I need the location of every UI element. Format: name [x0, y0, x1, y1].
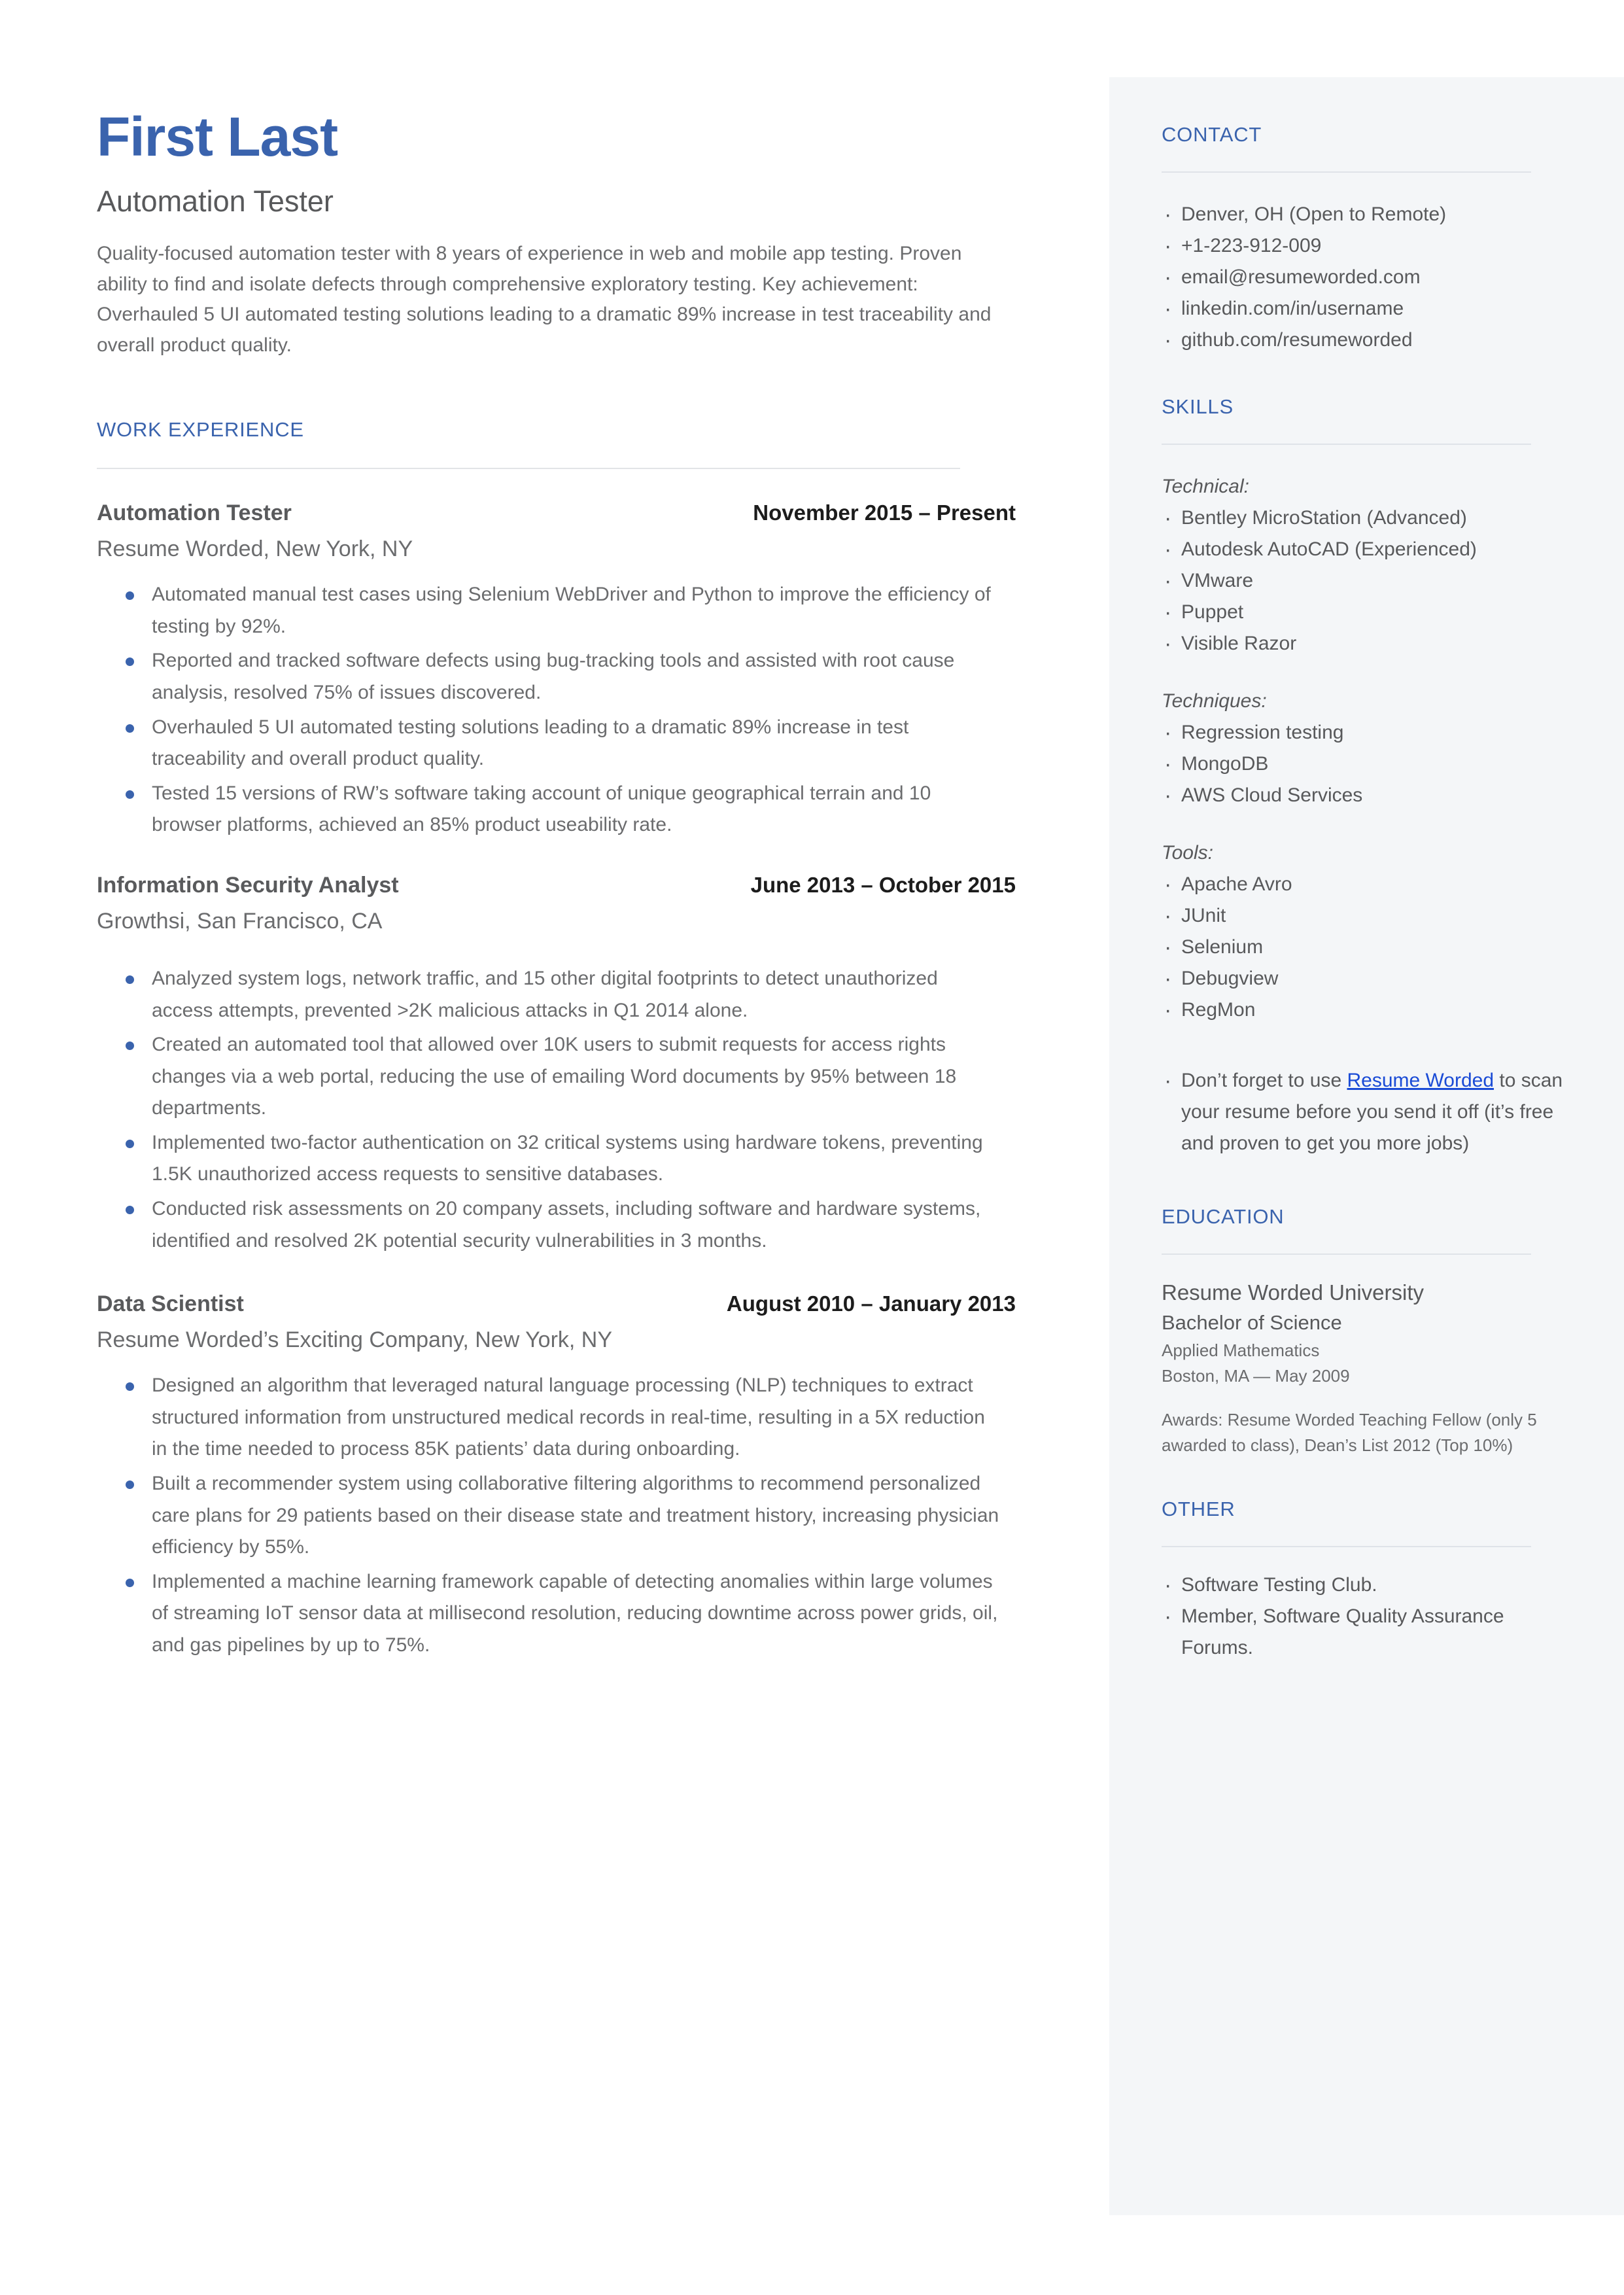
job-bullet: Created an automated tool that allowed over 10K users to submit requests for access rights changes via a web portal, reducing the use of emailing Word documents by 95% between 18 departments. [97, 1029, 1002, 1125]
education-school: Resume Worded University [1162, 1280, 1425, 1305]
skill-item: · Autodesk AutoCAD (Experienced) [1162, 534, 1565, 565]
contact-linkedin[interactable]: · linkedin.com/in/username [1162, 293, 1565, 324]
job-bullet: Overhauled 5 UI automated testing solutions leading to a dramatic 89% increase in test traceability and overall product quality. [97, 712, 1002, 775]
job-bullet: Tested 15 versions of RW’s software taking account of unique geographical terrain and 10 browser platforms, achieved an 85% product useability rate. [97, 778, 1002, 841]
sidebar [1109, 77, 1624, 2215]
skills-group-label: Techniques: [1162, 690, 1267, 712]
job-dates: June 2013 – October 2015 [750, 872, 1016, 897]
job-company: Resume Worded, New York, NY [97, 536, 413, 561]
job-header-row [97, 872, 1016, 899]
job-dates: August 2010 – January 2013 [726, 1291, 1016, 1316]
job-header-row [97, 500, 1016, 527]
sidebar-section-education [1162, 1205, 1565, 1458]
skill-item: · Debugview [1162, 963, 1565, 994]
education-field: Applied Mathematics [1162, 1340, 1320, 1360]
candidate-name: First Last [97, 106, 338, 167]
job-bullet: Reported and tracked software defects using bug-tracking tools and assisted with root cause analysis, resolved 75% of issues discovered. [97, 645, 1002, 709]
job-bullet-list [97, 579, 1039, 841]
education-location-date: Boston, MA — May 2009 [1162, 1365, 1350, 1386]
resume-worded-link[interactable]: Resume Worded [1347, 1070, 1494, 1091]
skill-item: · Puppet [1162, 597, 1565, 628]
job-title: Automation Tester [97, 500, 292, 526]
sidebar-section-other [1162, 1498, 1565, 1664]
job-bullet: Implemented a machine learning framework capable of detecting anomalies within large volumes of streaming IoT sensor data at millisecond resolution, reducing downtime across power grids, oil, and gas pipelines by up to 75%. [97, 1566, 1002, 1662]
job-bullet: Designed an algorithm that leveraged natural language processing (NLP) techniques to extract structured information from unstructured medical records in real-time, resulting in a 5X reduction in the time needed to process 85K patients’ data during onboarding. [97, 1370, 1002, 1465]
skills-group-list [1162, 869, 1565, 1026]
contact-location: · Denver, OH (Open to Remote) [1162, 199, 1565, 230]
job-header-row [97, 1291, 1016, 1318]
skills-group-list [1162, 502, 1565, 659]
education-degree: Bachelor of Science [1162, 1310, 1342, 1334]
skill-item: · Selenium [1162, 932, 1565, 963]
promo-suffix: to scan your resume before you send it off (it’s free and proven to get you more jobs) [1181, 1070, 1563, 1154]
sidebar-section-skills [1162, 395, 1565, 1159]
other-item: · Member, Software Quality Assurance Forums. [1162, 1601, 1565, 1664]
skills-group-label: Technical: [1162, 476, 1249, 497]
education-awards: Awards: Resume Worded Teaching Fellow (only 5 awarded to class), Dean’s List 2012 (Top 10%) [1162, 1409, 1537, 1455]
contact-email[interactable]: · email@resumeworded.com [1162, 262, 1565, 293]
job-bullet: Automated manual test cases using Selenium WebDriver and Python to improve the efficiency of testing by 92%. [97, 579, 1002, 642]
contact-phone[interactable]: · +1-223-912-009 [1162, 230, 1565, 262]
contact-github[interactable]: · github.com/resumeworded [1162, 324, 1565, 356]
job-bullet-list [97, 963, 1039, 1257]
other-item: · Software Testing Club. [1162, 1569, 1565, 1601]
other-list [1162, 1569, 1565, 1664]
skill-item: · RegMon [1162, 994, 1565, 1026]
section-heading-education: EDUCATION [1162, 1205, 1285, 1228]
promo-note [1162, 1065, 1565, 1159]
job-dates: November 2015 – Present [753, 500, 1016, 525]
section-heading-other: OTHER [1162, 1497, 1235, 1520]
job-entry [97, 1291, 1039, 1661]
skills-group-list [1162, 717, 1565, 811]
skills-group-label: Tools: [1162, 842, 1213, 864]
main-column [97, 108, 1039, 1664]
job-company: Resume Worded’s Exciting Company, New York, NY [97, 1327, 613, 1353]
skill-item: · MongoDB [1162, 748, 1565, 780]
contact-list [1162, 199, 1565, 356]
section-divider-work [97, 468, 960, 469]
job-bullet: Built a recommender system using collaborative filtering algorithms to recommend personalized care plans for 29 patients based on their disease state and treatment history, increasing physician efficiency by 55%. [97, 1468, 1002, 1564]
skill-item: · VMware [1162, 565, 1565, 597]
job-bullet: Implemented two-factor authentication on 32 critical systems using hardware tokens, preventing 1.5K unauthorized access requests to sensitive databases. [97, 1127, 1002, 1191]
skill-item: · Visible Razor [1162, 628, 1565, 659]
skill-item: · AWS Cloud Services [1162, 780, 1565, 811]
section-heading-contact: CONTACT [1162, 123, 1262, 146]
job-company: Growthsi, San Francisco, CA [97, 908, 383, 934]
job-bullet-list [97, 1370, 1039, 1661]
job-bullet: Analyzed system logs, network traffic, and 15 other digital footprints to detect unauthorized access attempts, prevented >2K malicious attacks in Q1 2014 alone. [97, 963, 1002, 1026]
job-bullet: Conducted risk assessments on 20 company assets, including software and hardware systems, identified and resolved 2K potential security vulnerabilities in 3 months. [97, 1193, 1002, 1257]
job-entry [97, 872, 1039, 1257]
skill-item: · Regression testing [1162, 717, 1565, 748]
skill-item: · Apache Avro [1162, 869, 1565, 900]
promo-prefix: Don’t forget to use [1181, 1070, 1347, 1091]
job-title: Information Security Analyst [97, 872, 399, 898]
skill-item: · Bentley MicroStation (Advanced) [1162, 502, 1565, 534]
job-title: Data Scientist [97, 1291, 244, 1317]
job-entry [97, 500, 1039, 841]
section-heading-work-experience: WORK EXPERIENCE [97, 418, 304, 442]
sidebar-section-contact [1162, 123, 1565, 356]
section-heading-skills: SKILLS [1162, 395, 1234, 418]
skill-item: · JUnit [1162, 900, 1565, 932]
professional-summary: Quality-focused automation tester with 8 years of experience in web and mobile app testing. Proven ability to find and isolate defects through comprehensive exploratory testing. Key achievement: Overhauled 5 UI automated testing solutions leading to a dramatic 89% increase in test traceability and overall product quality. [97, 243, 992, 356]
candidate-role: Automation Tester [97, 184, 334, 219]
